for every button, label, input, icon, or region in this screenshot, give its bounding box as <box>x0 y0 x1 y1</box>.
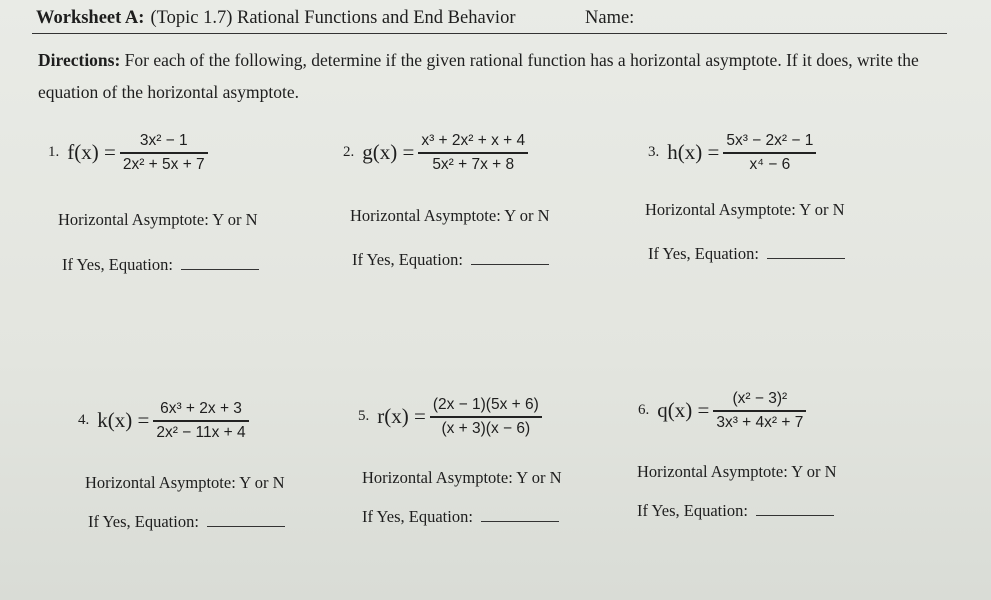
rational-expression <box>723 132 816 174</box>
function-name: f(x) = <box>67 140 116 165</box>
directions <box>38 44 938 108</box>
function-name: h(x) = <box>667 140 720 165</box>
asymptote-prompt-1: Horizontal Asymptote: Y or N <box>58 210 258 229</box>
numerator: 5x³ − 2x² − 1 <box>726 132 814 149</box>
function-name: g(x) = <box>362 140 415 165</box>
rational-expression <box>418 132 528 174</box>
denominator: 2x² − 11x + 4 <box>156 423 246 441</box>
function-name: r(x) = <box>377 404 426 429</box>
equation-label: If Yes, Equation: <box>88 512 199 531</box>
equation-label: If Yes, Equation: <box>352 250 463 269</box>
equation-label: If Yes, Equation: <box>362 507 473 526</box>
numerator: 6x³ + 2x + 3 <box>160 400 242 417</box>
equation-label: If Yes, Equation: <box>62 255 173 274</box>
equation-prompt-4 <box>88 512 285 532</box>
asymptote-prompt-4: Horizontal Asymptote: Y or N <box>85 473 285 492</box>
equation-prompt-1 <box>62 255 259 275</box>
numerator: (x² − 3)² <box>732 390 788 407</box>
worksheet-topic: (Topic 1.7) Rational Functions and End Behavior <box>150 8 516 28</box>
directions-label: Directions: <box>38 50 121 70</box>
problem-number: 5. <box>358 408 370 425</box>
denominator: (x + 3)(x − 6) <box>441 419 531 437</box>
problem-number: 4. <box>78 412 90 429</box>
worksheet-label: Worksheet A: <box>36 8 145 28</box>
numerator: x³ + 2x² + x + 4 <box>421 132 526 149</box>
answer-blank[interactable] <box>481 509 559 522</box>
problem-1 <box>48 132 208 174</box>
function-name: k(x) = <box>97 408 150 433</box>
directions-text: For each of the following, determine if the given rational function has a horizontal asymptote. If it does, write the equation of the horizontal asymptote. <box>38 50 919 102</box>
rational-expression <box>713 390 806 432</box>
function-name: q(x) = <box>657 398 710 423</box>
answer-blank[interactable] <box>471 252 549 265</box>
equation-label: If Yes, Equation: <box>648 244 759 263</box>
numerator: (2x − 1)(5x + 6) <box>432 396 539 413</box>
name-label: Name: <box>585 8 635 28</box>
denominator: 3x³ + 4x² + 7 <box>716 413 804 431</box>
rational-expression <box>120 132 208 174</box>
problem-3 <box>648 132 816 174</box>
equation-prompt-2 <box>352 250 549 270</box>
problem-number: 3. <box>648 144 660 161</box>
answer-blank[interactable] <box>756 503 834 516</box>
answer-blank[interactable] <box>207 514 285 527</box>
equation-prompt-5 <box>362 507 559 527</box>
problem-number: 2. <box>343 144 355 161</box>
asymptote-prompt-5: Horizontal Asymptote: Y or N <box>362 468 562 487</box>
answer-blank[interactable] <box>767 246 845 259</box>
asymptote-prompt-2: Horizontal Asymptote: Y or N <box>350 206 550 225</box>
denominator: 2x² + 5x + 7 <box>122 155 205 173</box>
problem-number: 6. <box>638 402 650 419</box>
asymptote-prompt-3: Horizontal Asymptote: Y or N <box>645 200 845 219</box>
problem-6 <box>638 390 806 432</box>
numerator: 3x² − 1 <box>139 132 188 149</box>
rational-expression <box>430 396 542 438</box>
denominator: x⁴ − 6 <box>749 155 791 173</box>
problem-5 <box>358 396 542 438</box>
header-divider <box>32 33 947 34</box>
equation-prompt-3 <box>648 244 845 264</box>
asymptote-prompt-6: Horizontal Asymptote: Y or N <box>637 462 837 481</box>
worksheet-title <box>36 8 515 29</box>
problem-number: 1. <box>48 144 60 161</box>
denominator: 5x² + 7x + 8 <box>432 155 515 173</box>
problem-4 <box>78 400 249 442</box>
rational-expression <box>153 400 248 442</box>
equation-label: If Yes, Equation: <box>637 501 748 520</box>
equation-prompt-6 <box>637 501 834 521</box>
answer-blank[interactable] <box>181 257 259 270</box>
problem-2 <box>343 132 528 174</box>
